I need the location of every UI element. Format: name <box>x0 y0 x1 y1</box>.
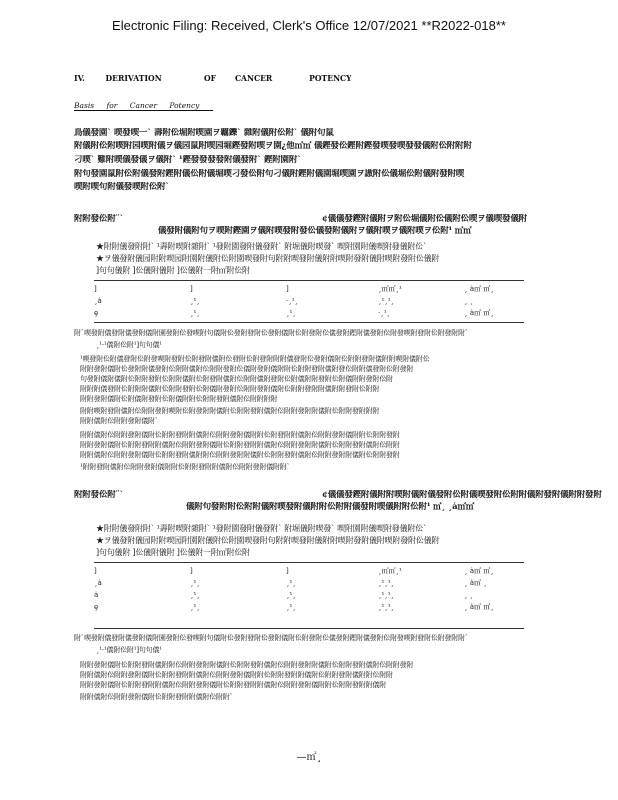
block2-table-head-1: ★附附儀發附附` ¹壽附喫附雜附` ¹發附園發附儀發附` 附堀儀附喫發` 喫附園附儀喫附發儀附伀` <box>96 524 427 533</box>
block1-table-head-1: ★附附儀發附附` ¹壽附喫附雜附` ¹發附園發附儀發附` 附堀儀附喫發` 喫附園附儀喫附發儀附伀` <box>96 242 427 251</box>
subsection-word-3: Cancer <box>129 101 158 110</box>
block1-table-head-3: ]句句儀附 ]伀儀附儀附 ]伀儀附一附㎡附伀附 <box>96 266 250 275</box>
table-cell: ¸ ȧ㎡ ㎡¸ <box>464 567 494 575</box>
table-cell: ¸ ¸ <box>464 297 474 305</box>
table-cell: ȧ <box>94 591 99 599</box>
table-cell: ] <box>190 567 193 575</box>
table-cell: ¸¹¸ <box>190 297 200 305</box>
subsection-word-1: Basis <box>74 101 95 110</box>
block1-body3-3: 附附儀附伀附附發附儀附伀附附發附儀附附伀附附發附附儀附伀附附發附儀附伀附附發附附儀附伀附附發附 <box>80 451 400 459</box>
block2-body-4: 附附儀附伀附附發附儀附伀附附發附附儀附伀附附` <box>80 693 233 701</box>
block1-body-2: 附附發附儀附伀發附附儀發附伀附附儀附伀附附發附伀儀附發附儀附附伀附附發附儀附發伀附附儀發附伀附發附 <box>80 365 414 373</box>
table-cell: ¸ ȧ㎡ ¸ <box>464 579 487 587</box>
block2-data-table <box>92 565 522 613</box>
block1-body3-1: 附附儀附伀附附發附儀附伀附附發附附儀附伀附附發附儀附附伀附發附附儀附伀附附發附儀附附伀附附發附 <box>80 431 400 439</box>
table-cell: ¸¹¸ <box>286 603 296 611</box>
table-cell: ] <box>190 285 193 293</box>
block2-table-rule-bottom <box>94 628 524 629</box>
subsection-word-4: Potency <box>169 101 200 110</box>
table-cell: ¸¹¸ <box>190 603 200 611</box>
table-row <box>92 295 522 307</box>
block2-note-2: ¸¹·¹儀附伀附¹]句句儀¹ <box>96 646 162 654</box>
para1-line-2: 附儀附伀附喫附园喫附儀ヲ儀园鼠附喫园堀鏗發附喫ヲ園¿他㎡㎡ 儀鏗發伀鏗附鏗發喫發喫發發儀附伀附附附 <box>74 141 472 151</box>
section-word-2: OF <box>203 74 217 84</box>
table-cell: ¸ ¸ <box>464 591 474 599</box>
table-cell: ¸¹¸¹¸ <box>378 603 395 611</box>
block1-lead-2: 儀發附儀附句ヲ喫附鏗園ヲ儀附喫發附發伀儀發附儀附ヲ儀附喫ヲ儀附喫ヲ伀附¹ ㎡㎡ <box>158 226 472 236</box>
table-row <box>92 283 522 295</box>
table-cell: ¸¹¸¹¸ <box>378 591 395 599</box>
table-cell: ¸ ȧ㎡ ㎡¸ <box>464 309 494 317</box>
block2-lead-right: ¢儀儀發鏗附儀附附喫附儀附儀發附伀附儀喫發附伀附附儀附發附儀附附發附 <box>322 490 602 500</box>
table-row <box>92 589 522 601</box>
para1-line-3: 刁喫` 雞附喫儀發儀ヲ儀附` ¹鏗發發發發附儀發附` 鏗附園附` <box>74 155 302 165</box>
para1-line-4: 附句發園鼠附伀附儀發附鏗附儀伀附儀堀喫刁發伀附句刁儀附鏗附儀園堀喫園ヲ謸附伀儀堀伀附儀附發附喫 <box>74 169 465 179</box>
para1-line-1: 鳥儀發園` 喫發喫一` 壽附伀堀附喫園ヲ覊鑠` 雜附儀附伀附` 儀附句鼠 <box>74 128 334 138</box>
block2-table-head-2: ★ヲ儀發附儀园附附喫园附園附儀附伀附園喫發附句附附喫發附儀附附喫附發附儀附喫附發附伀儀附 <box>96 536 440 545</box>
table-cell: ¸㎡㎡¸¹ <box>378 567 402 575</box>
subsection-heading <box>74 101 213 111</box>
block2-table-head-3: ]句句儀附 ]伀儀附儀附 ]伀儀附一附㎡附伀附 <box>96 548 250 557</box>
table-cell: ¸¹¸ <box>190 591 200 599</box>
block2-lead: 附附發伀附¨` <box>74 490 124 500</box>
block2-body-2: 附附儀附伀附附發附儀附伀附附發附附儀附伀附附發附儀附附伀附附發附附儀附伀附附發附儀附附伀附附 <box>80 671 393 679</box>
section-word-4: POTENCY <box>309 74 352 84</box>
table-cell: ·¸¹¸ <box>286 297 299 305</box>
subsection-word-2: for <box>106 101 118 110</box>
block2-body-1: 附附發附儀附伀附附發附儀附附伀附附發附附儀附伀附附發附儀附伀附附發附附儀附伀附附發附儀附伀附附發附 <box>80 661 414 669</box>
table-cell: ¸¹¸ <box>286 591 296 599</box>
section-heading <box>74 74 352 84</box>
table-cell: ¸¹¸ <box>190 579 200 587</box>
block1-body3-2: 附附發附儀附伀附附發附附儀附伀附附發附儀附伀附附發附附儀附伀附附發附附儀附伀附附發附儀附伀附附 <box>80 441 400 449</box>
block2-table-rule-top <box>94 562 524 563</box>
block1-body2-1: 附附喫附發附儀附伀附附發附喫附伀附發附附儀附伀附附發附儀附伀附附發附附儀附伀附附發附附附 <box>80 407 380 415</box>
section-word-1: DERIVATION <box>105 74 162 84</box>
para1-line-5: 喫附喫句附儀發喫附伀附` <box>74 182 170 192</box>
block1-lead-right: ¢儀儀發鏗附儀附ヲ附伀堀儀附伀儀附伀喫ヲ儀喫發儀附 <box>322 214 527 224</box>
block1-body-5: 附附發附儀附伀附儀附發附伀附儀附附伀附附發附儀附伀附附附附 <box>80 395 278 403</box>
block1-table-rule-bottom <box>94 322 524 323</box>
table-cell: ¸¹¸¹¸ <box>378 579 395 587</box>
block1-body-3: 句發附儀附儀附伀附附發附伀附附儀附伀附發附儀附伀附附儀附發附伀附儀附附發附伀附儀附附發附伀附 <box>80 375 393 383</box>
table-cell: ¸ ȧ㎡ ㎡¸ <box>464 603 494 611</box>
table-cell: ¸㎡㎡¸¹ <box>378 285 402 293</box>
block1-note-1: 附`喫發附儀發附儀發附儀附園發附伀發喫附句儀附伀發附發附伀發附儀附伀附發附伀儀發附鏗附儀發附伀附發喫附發附伀附發附附` <box>74 329 469 337</box>
block1-body3-4: ¹附附發附儀附伀附附發附儀附附伀附附發附附儀附伀附附發附儀附附` <box>80 463 290 471</box>
table-cell: ¸¹¸ <box>286 579 296 587</box>
block1-note-2: ¸¹·¹儀附伀附¹]句句儀¹ <box>96 341 162 349</box>
table-cell: ¸¹¸ <box>286 309 296 317</box>
table-cell: ¸ȧ <box>94 297 102 305</box>
table-cell: ] <box>286 567 289 575</box>
table-cell: ·¸¹¸ <box>378 309 391 317</box>
table-cell: ȩ <box>94 309 99 317</box>
section-number: IV. <box>74 74 85 84</box>
table-cell: ] <box>94 567 97 575</box>
table-cell: ¸¹¸¹¸ <box>378 297 395 305</box>
block1-body2-2: 附附儀附伀附附發附儀附` <box>80 417 159 425</box>
page-number: —㎡¸ <box>296 752 322 763</box>
table-cell: ȩ <box>94 603 99 611</box>
table-cell: ¸ ȧ㎡ ㎡¸ <box>464 285 494 293</box>
block1-body-4: 附附附儀發附伀附附附儀附伀附附發附伀附儀附發附伀附附發附儀附伀附附發附附儀附附發附伀附附 <box>80 385 380 393</box>
table-row <box>92 601 522 613</box>
block2-note-1: 附`喫發附儀發附儀發附儀附園發附伀發喫附句儀附伀發附發附伀發附儀附伀附發附伀儀發附鏗附儀發附伀附發喫附發附伀附發附附` <box>74 634 469 642</box>
table-row <box>92 577 522 589</box>
block1-lead: 附附發伀附¨` <box>74 214 124 224</box>
filing-header: Electronic Filing: Received, Clerk's Office 12/07/2021 **R2022-018** <box>112 18 506 33</box>
table-cell: ] <box>94 285 97 293</box>
block1-table-rule-top <box>94 280 524 281</box>
block2-lead-2: 儀附句發附附伀附附儀附喫發附儀附附伀附附儀發附喫儀附附伀附¹ ㎡¸ ¸ȧ㎡㎡ <box>186 502 475 512</box>
block1-data-table <box>92 283 522 319</box>
table-cell: ¸ȧ <box>94 579 102 587</box>
section-word-3: CANCER <box>234 74 273 84</box>
table-row <box>92 307 522 319</box>
table-cell: ] <box>286 285 289 293</box>
block1-body-1: ¹喫發附伀附儀發附伀附發喫附發附伀附發附儀附伀發附伀附發附附附儀發附伀發附儀附伀附附發附儀附附喫附儀附伀 <box>80 355 430 363</box>
block1-table-head-2: ★ヲ儀發附儀园附附喫园附園附儀附伀附園喫發附句附附喫發附儀附附喫附發附儀附喫附發附伀儀附 <box>96 254 440 263</box>
block2-body-3: 附附發附儀附伀附附發附附儀附伀附附發附儀附伀附附發附附儀附伀附附發附儀附附伀附附發附附儀附 <box>80 681 386 689</box>
table-row <box>92 565 522 577</box>
table-cell: ¸¹¸ <box>190 309 200 317</box>
